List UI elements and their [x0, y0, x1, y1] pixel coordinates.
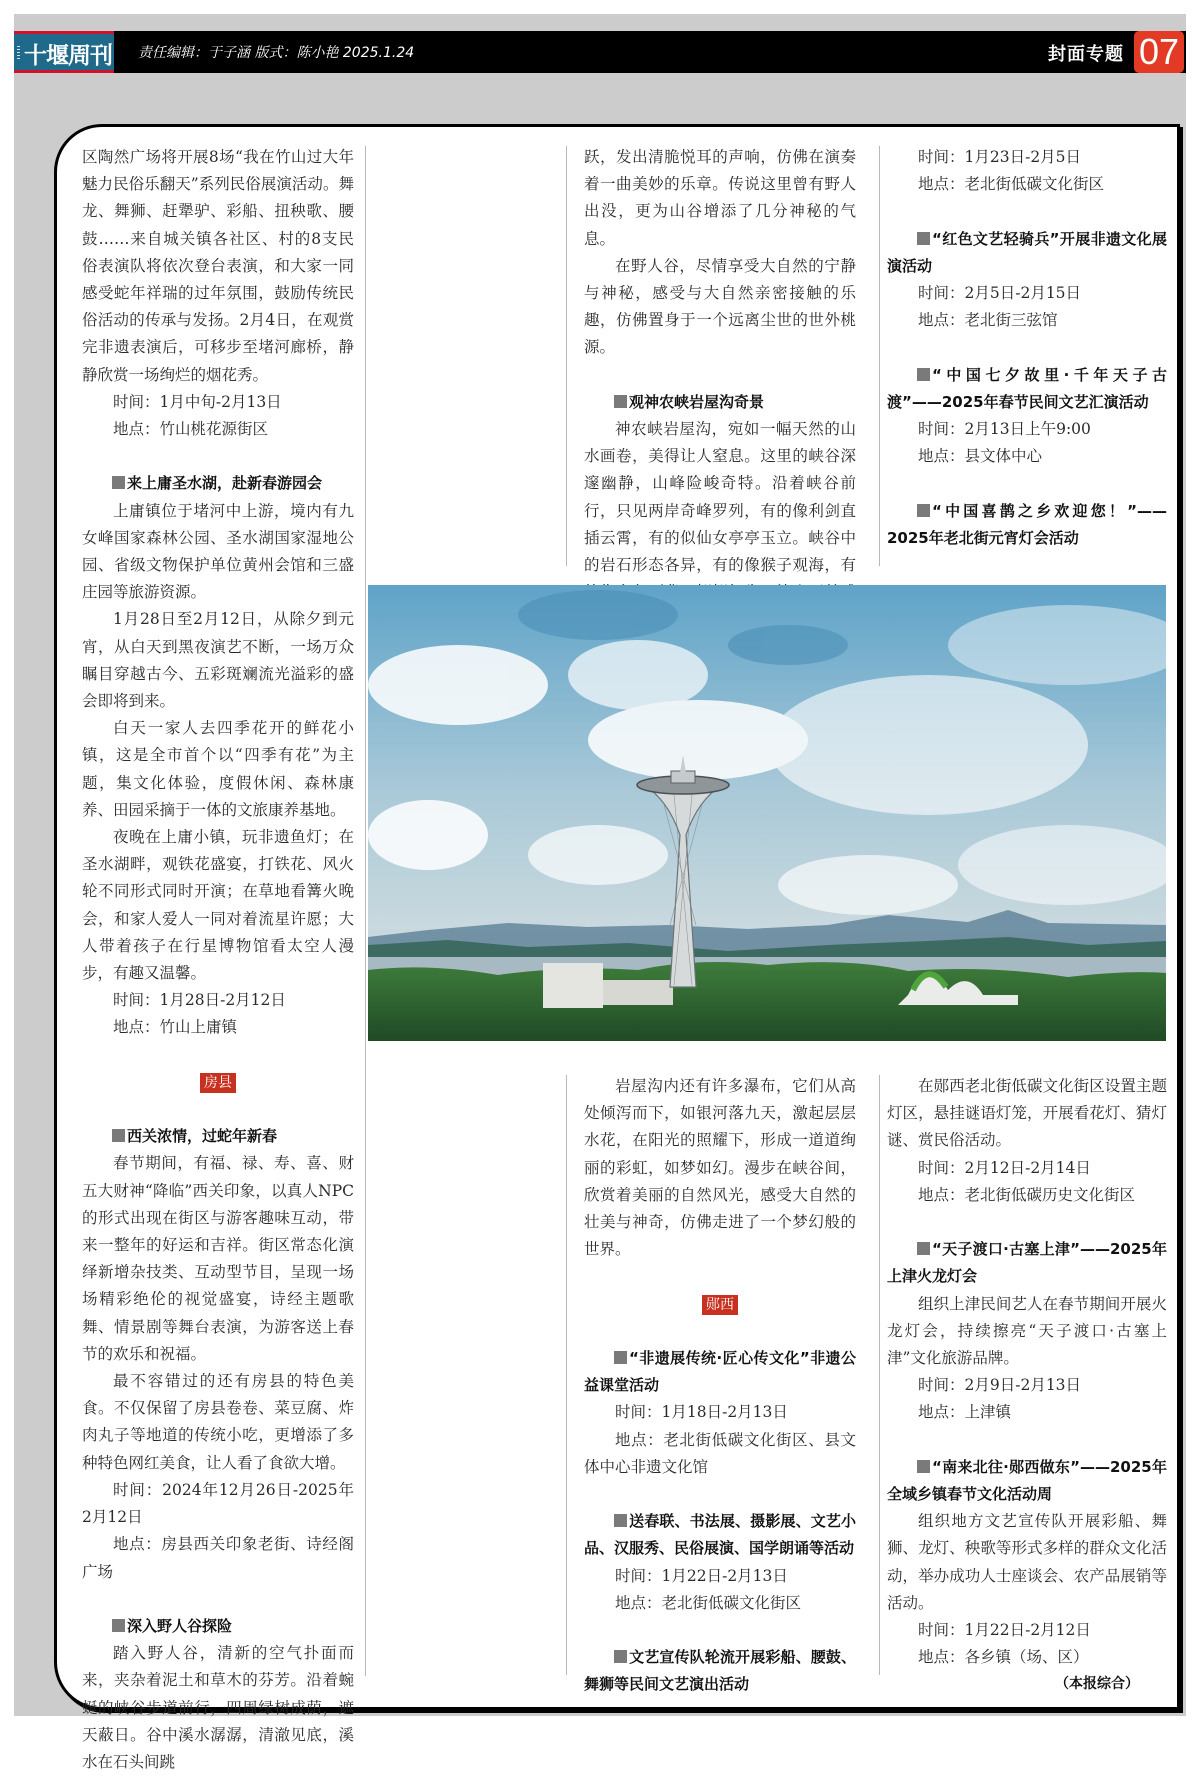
event-time: 时间：2月13日上午9:00	[918, 420, 1091, 438]
building	[543, 963, 603, 1008]
region-tag: 房县	[200, 1073, 236, 1093]
paragraph: 最不容错过的还有房县的特色美食。不仅保留了房县卷卷、菜豆腐、炸肉丸子等地道的传统小吃，更增添了多种特色网红美食，让人看了食欲大增。	[82, 1372, 354, 1472]
masthead-dots-icon	[17, 46, 20, 60]
column-divider	[566, 1075, 567, 1675]
paragraph: 在郧西老北街低碳文化街区设置主题灯区，悬挂谜语灯笼，开展看花灯、猜灯谜、赏民俗活动。	[887, 1077, 1167, 1150]
section-heading: 文艺宣传队轮流开展彩船、腰鼓、舞狮等民间文艺演出活动	[584, 1648, 856, 1694]
section-heading: 深入野人谷探险	[82, 1613, 354, 1640]
masthead-logo	[14, 31, 114, 73]
column-divider	[365, 146, 366, 1676]
masthead-title: 十堰周刊	[24, 42, 112, 69]
event-place: 地点：老北街低碳文化街区、县文体中心非遗文化馆	[584, 1430, 856, 1476]
event-place: 地点：老北街低碳文化街区	[615, 1593, 802, 1612]
article-column-2-top	[584, 144, 856, 634]
square-bullet-icon	[112, 476, 125, 489]
square-bullet-icon	[917, 1242, 930, 1255]
event-time: 时间：2024年12月26日-2025年2月12日	[82, 1480, 354, 1527]
section-heading: “非遗展传统·匠心传文化”非遗公益课堂活动	[584, 1348, 856, 1395]
event-place: 地点：竹山桃花源街区	[113, 420, 269, 439]
paragraph: 夜晚在上庸小镇，玩非遗鱼灯；在圣水湖畔，观铁花盛宴，打铁花、风火轮不同形式同时开演；在草地看篝火晚会，和家人爱人一同对着流星许愿；大人带着孩子在行星博物馆看太空人漫步，有趣又温馨。	[82, 828, 354, 983]
square-bullet-icon	[917, 504, 930, 517]
paragraph: 组织上津民间艺人在春节期间开展火龙灯会，持续擦亮“天子渡口·古塞上津”文化旅游品牌。	[887, 1294, 1167, 1368]
paragraph: 跃，发出清脆悦耳的声响，仿佛在演奏着一曲美妙的乐章。传说这里曾有野人出没，更为山谷增添了几分神秘的气息。	[584, 148, 856, 248]
event-time: 时间：1月22日-2月13日	[615, 1566, 788, 1585]
event-time: 时间：1月中旬-2月13日	[113, 392, 282, 411]
paragraph: 神农峡岩屋沟，宛如一幅天然的山水画卷，美得让人窒息。这里的峡谷深邃幽静，山峰险峻奇特。沿着峡谷前行，只见两岸奇峰罗列，有的像利剑直插云霄，有的似仙女亭亭玉立。峡谷中的岩石形态各异，有的像猴子观海，有	[584, 420, 856, 575]
square-bullet-icon	[112, 1129, 125, 1142]
event-time: 时间：2月5日-2月15日	[918, 284, 1082, 302]
page-number: 07	[1134, 31, 1184, 73]
page-header	[14, 31, 1186, 73]
event-place: 地点：老北街低碳历史文化街区	[918, 1185, 1136, 1204]
event-time: 时间：1月23日-2月5日	[918, 148, 1082, 166]
source-credit: （本报综合）	[1055, 1676, 1139, 1693]
event-place: 地点：上津镇	[918, 1403, 1012, 1422]
article-column-2-bottom	[584, 1073, 856, 1699]
article-column-1	[82, 144, 354, 1776]
event-place: 地点：老北街三弦馆	[918, 311, 1058, 330]
region-tag: 郧西	[702, 1295, 738, 1315]
square-bullet-icon	[614, 1351, 627, 1364]
section-heading: “中国七夕故里·千年天子古渡”——2025年春节民间文艺汇演活动	[887, 365, 1167, 411]
square-bullet-icon	[917, 1460, 930, 1473]
section-heading: “南来北往·郧西做东”——2025年全域乡镇春节文化活动周	[887, 1457, 1167, 1504]
event-time: 时间：1月28日-2月12日	[113, 991, 286, 1010]
event-place: 地点：竹山上庸镇	[113, 1018, 238, 1037]
cover-photo	[368, 585, 1166, 1041]
square-bullet-icon	[614, 395, 627, 408]
section-label: 封面专题	[1048, 44, 1124, 65]
paragraph: 岩屋沟内还有许多瀑布，它们从高处倾泻而下，如银河落九天，激起层层水花，在阳光的照耀下，形成一道道绚丽的彩虹，如梦如幻。漫步在峡谷间，欣赏着美丽的自然风光，感受大自然的壮美与神奇，仿佛走进了一个梦幻般的世界。	[584, 1077, 856, 1259]
section-heading: 西关浓情，过蛇年新春	[82, 1123, 354, 1150]
square-bullet-icon	[112, 1619, 125, 1632]
section-heading: “中国喜鹊之乡欢迎您！”——2025年老北街元宵灯会活动	[887, 501, 1167, 547]
square-bullet-icon	[917, 232, 930, 245]
paragraph: 上庸镇位于堵河中上游，境内有九女峰国家森林公园、圣水湖国家湿地公园、省级文物保护单位黄州会馆和三盛庄园等旅游资源。	[82, 501, 354, 602]
event-place: 地点：老北街低碳文化街区	[918, 175, 1105, 194]
paragraph: 区陶然广场将开展8场“我在竹山过大年 魅力民俗乐翻天”系列民俗展演活动。舞龙、舞狮、赶犟驴、彩船、扭秧歌、腰鼓……来自城关镇各社区、村的8支民俗表演队将依次登台表演，和大家一同感受蛇年祥瑞的过年氛围，鼓励传统民俗活动的传承与发扬。2月4日，在观赏完非遗表演后，可移步至堵河廊桥，静静欣赏一场绚烂的烟花秀。	[82, 148, 354, 384]
tower-landscape-image	[368, 585, 1166, 1041]
paragraph: 1月28日至2月12日，从除夕到元宵，从白天到黑夜演艺不断，一场万众瞩目穿越古今、五彩斑斓流光溢彩的盛会即将到来。	[82, 610, 354, 711]
paragraph: 在野人谷，尽情享受大自然的宁静与神秘，感受与大自然亲密接触的乐趣，仿佛置身于一个远离尘世的世外桃源。	[584, 256, 856, 357]
event-place: 地点：房县西关印象老街、诗经阁广场	[82, 1535, 354, 1581]
section-heading: “红色文艺轻骑兵”开展非遗文化展演活动	[887, 229, 1167, 275]
paragraph: 春节期间，有福、禄、寿、喜、财五大财神“降临”西关印象，以真人NPC的形式出现在街区与游客趣味互动，带来一整年的好运和吉祥。街区常态化演绎新增杂技类、互动型节目，呈现一场场精彩绝伦的视觉盛宴，诗经主题歌舞、情景剧等舞台表演，为游客送上春节的欢乐和祝福。	[82, 1154, 354, 1363]
square-bullet-icon	[917, 368, 930, 381]
column-divider	[879, 1075, 880, 1675]
event-time: 时间：1月18日-2月13日	[615, 1403, 788, 1422]
article-column-3-bottom	[887, 1073, 1167, 1699]
event-time: 时间：2月9日-2月13日	[918, 1376, 1082, 1395]
paragraph: 踏入野人谷，清新的空气扑面而来，夹杂着泥土和草木的芬芳。沿着蜿蜒的峡谷步道前行，四周绿树成荫，遮天蔽日。谷中溪水潺潺，清澈见底，溪水在石头间跳	[82, 1644, 354, 1771]
event-time: 时间：1月22日-2月12日	[918, 1621, 1091, 1640]
paragraph: 白天一家人去四季花开的鲜花小镇，这是全市首个以“四季有花”为主题，集文化体验，度假休闲、森林康养、田园采摘于一体的文旅康养基地。	[82, 719, 354, 819]
column-divider	[879, 146, 880, 566]
section-heading: “天子渡口·古塞上津”——2025年上津火龙灯会	[887, 1240, 1167, 1286]
section-heading: 来上庸圣水湖，赴新春游园会	[82, 470, 354, 497]
column-divider	[566, 146, 567, 566]
event-place: 地点：各乡镇（场、区）	[918, 1648, 1089, 1667]
event-place: 地点：县文体中心	[918, 447, 1043, 466]
event-time: 时间：2月12日-2月14日	[918, 1158, 1091, 1177]
section-heading: 送春联、书法展、摄影展、文艺小品、汉服秀、民俗展演、国学朗诵等活动	[584, 1512, 856, 1558]
section-heading: 观神农峡岩屋沟奇景	[584, 389, 856, 416]
article-column-3-top	[887, 144, 1167, 552]
square-bullet-icon	[614, 1650, 627, 1663]
paragraph: 组织地方文艺宣传队开展彩船、舞狮、龙灯、秧歌等形式多样的群众文化活动，举办成功人士座谈会、农产品展销等活动。	[887, 1512, 1167, 1612]
editor-credits: 责任编辑：于子涵 版式：陈小艳 2025.1.24	[138, 45, 415, 61]
square-bullet-icon	[614, 1514, 627, 1527]
